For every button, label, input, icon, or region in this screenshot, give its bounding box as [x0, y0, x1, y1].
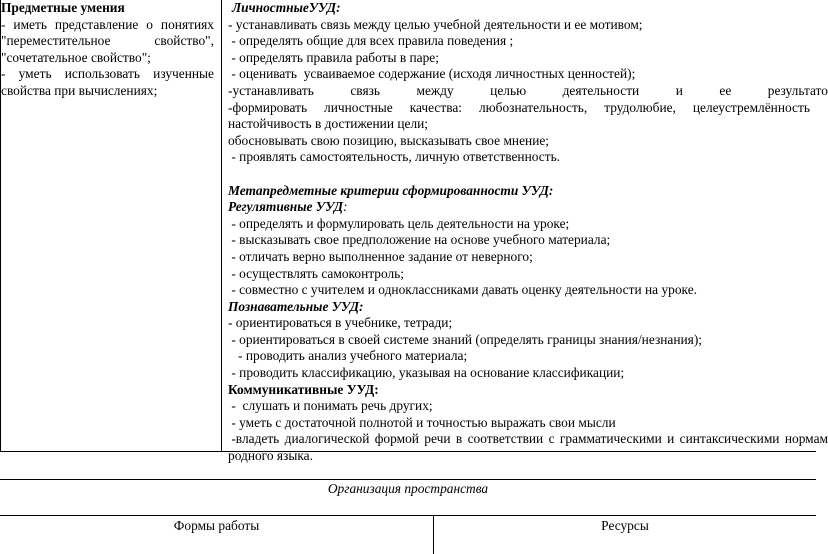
word: формой	[374, 431, 419, 447]
regulatory-uud-item: - определять и формулировать цель деятельности на уроке;	[228, 215, 570, 231]
word: качества:	[409, 99, 463, 115]
word: с	[548, 431, 555, 447]
communicative-uud-item: - слушать и понимать речь других;	[228, 398, 433, 414]
subject-skill-line: свойства при вычислениях;	[1, 82, 158, 98]
subject-skills-cell	[1, 0, 214, 100]
word: трудолюбие,	[604, 99, 676, 115]
word: нормам	[784, 431, 828, 447]
subject-skill-line: - уметь использовать изученные	[1, 66, 214, 82]
personal-uud-item: настойчивость в достижении цели;	[228, 116, 429, 132]
org-space-heading: Организация пространства	[327, 481, 489, 496]
word: синтаксическими	[679, 431, 780, 447]
word: диалогической	[284, 431, 370, 447]
personal-uud-justified-line	[228, 83, 828, 100]
word: между	[416, 82, 454, 98]
org-table-divider	[0, 515, 816, 516]
regulatory-uud-item: - высказывать свое предположение на основе учебного материала;	[228, 232, 611, 248]
word: ее	[719, 82, 732, 98]
subject-skill-line: "сочетательное свойство";	[1, 49, 151, 65]
word: -устанавливать	[228, 82, 314, 98]
regulatory-uud-item: - отличать верно выполненное задание от неверного;	[228, 248, 533, 264]
cognitive-uud-heading: Познавательные УУД:	[228, 298, 364, 314]
subject-skill-line: "переместительное свойство",	[1, 33, 214, 49]
word: связь	[350, 82, 381, 98]
word: любознательность,	[478, 99, 588, 115]
personal-uud-item: - устанавливать связь между целью учебной деятельности и ее мотивом;	[228, 16, 643, 32]
word: -владеть	[228, 431, 280, 447]
word: результато	[767, 82, 828, 98]
word: целью	[490, 82, 527, 98]
personal-uud-item: - определять правила работы в паре;	[228, 49, 439, 65]
word: деятельности	[562, 82, 640, 98]
cognitive-uud-item: - проводить классификацию, указывая на основание классификации;	[228, 365, 625, 381]
cognitive-uud-item: - ориентироваться в учебнике, тетради;	[228, 315, 453, 331]
regulatory-uud-heading: Регулятивные УУД:	[228, 199, 348, 215]
personal-uud-item: обосновывать свою позицию, высказывать свое мнение;	[228, 132, 550, 148]
communicative-uud-item: родного языка.	[228, 448, 313, 464]
column-divider	[221, 0, 222, 452]
subject-skills-heading: Предметные умения	[1, 0, 125, 15]
word: и	[667, 431, 675, 447]
communicative-uud-item: - уметь с достаточной полнотой и точностью выражать свои мысли	[228, 414, 616, 430]
personal-uud-justified-line	[228, 100, 810, 117]
word: целеустремлённость	[692, 99, 810, 115]
meta-criteria-heading: Метапредметные критерии сформированности УУД:	[228, 182, 554, 198]
resources-header: Ресурсы	[601, 518, 649, 533]
word: -формировать	[228, 99, 308, 115]
spacer	[228, 166, 828, 183]
word: грамматическими	[559, 431, 662, 447]
personal-uud-item: - проявлять самостоятельность, личную ответственность.	[228, 149, 561, 165]
personal-uud-item: - определять общие для всех правила поведения ;	[228, 33, 514, 49]
personal-uud-item: - оценивать усваиваемое содержание (исходя личностных ценностей);	[228, 66, 636, 82]
word: в	[455, 431, 463, 447]
communicative-uud-justified-line	[228, 431, 828, 448]
word: личностные	[324, 99, 393, 115]
forms-of-work-header: Формы работы	[173, 518, 260, 533]
org-table-top-border	[0, 479, 816, 480]
communicative-uud-heading: Коммуникативные УУД:	[228, 381, 379, 397]
cognitive-uud-item: - ориентироваться в своей системе знаний (определять границы знания/незнания);	[228, 331, 703, 347]
cognitive-uud-item: - проводить анализ учебного материала;	[228, 348, 468, 364]
word: речи	[424, 431, 451, 447]
word: и	[675, 82, 683, 98]
regulatory-uud-item: - осуществлять самоконтроль;	[228, 265, 404, 281]
regulatory-uud-item: - совместно с учителем и одноклассниками давать оценку деятельности на уроке.	[228, 282, 697, 298]
subject-skill-line: - иметь представление о понятиях	[1, 16, 214, 32]
uud-cell	[228, 0, 828, 465]
word: соответствии	[467, 431, 544, 447]
personal-uud-heading: ЛичностныеУУД:	[232, 0, 341, 15]
